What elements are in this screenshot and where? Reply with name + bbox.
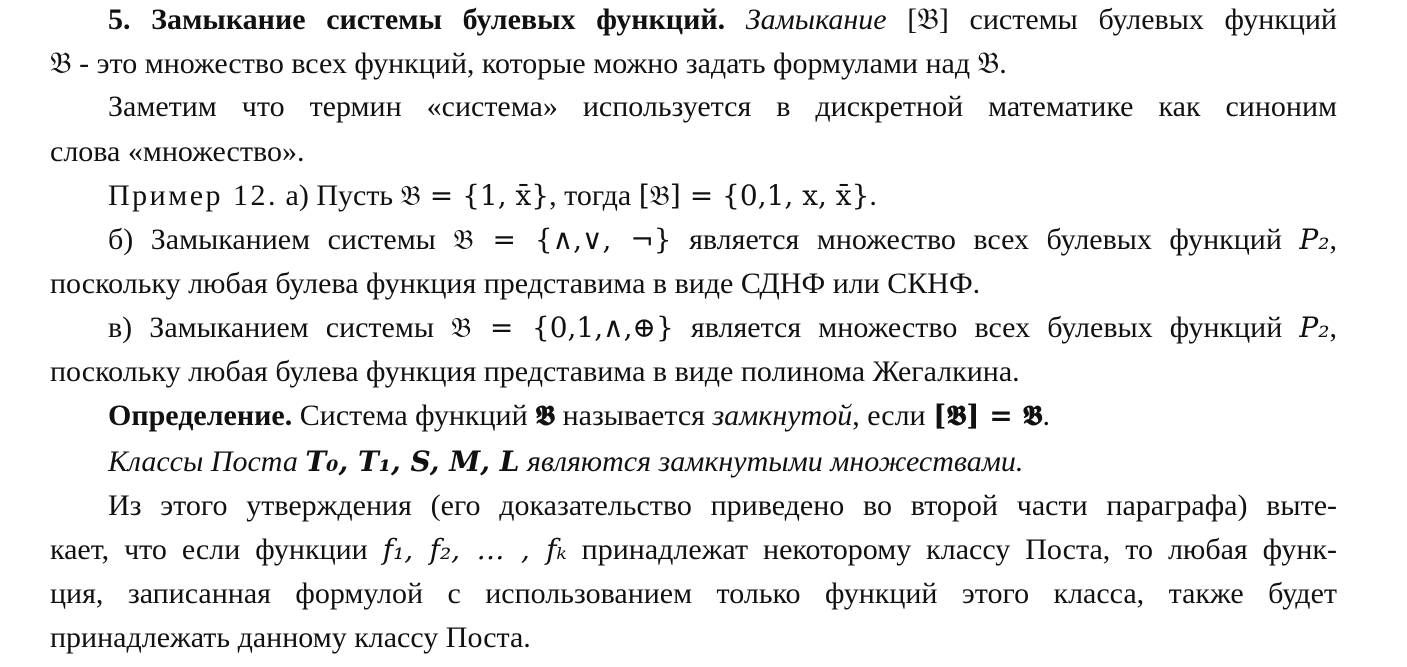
text-span: , bbox=[1329, 311, 1337, 344]
paragraph-line: слова «множество». bbox=[50, 135, 305, 168]
example-line bbox=[108, 178, 1337, 214]
text-span: а) Пусть bbox=[278, 179, 401, 212]
text-span: , bbox=[1329, 223, 1337, 256]
section-heading: 5. Замыкание системы булевых функций. bbox=[108, 3, 726, 36]
text-span: является множество всех булевых функций bbox=[673, 311, 1300, 344]
formula: [𝕭] = 𝕭 bbox=[933, 399, 1043, 432]
paragraph-line: поскольку любая булева функция представима в виде СДНФ или СКНФ. bbox=[50, 267, 981, 300]
text-span: . bbox=[869, 179, 877, 212]
text-span: называется bbox=[555, 399, 713, 432]
formula: T₀, T₁, S, M, L bbox=[305, 445, 520, 478]
text-span: б) Замыканием системы bbox=[108, 223, 454, 256]
text-span: является множество всех булевых функций bbox=[671, 223, 1300, 256]
text-span: [𝔅] системы булевых функций bbox=[886, 3, 1337, 36]
section-heading-line bbox=[108, 2, 1337, 38]
paragraph-line bbox=[50, 532, 1337, 568]
theorem-line bbox=[108, 444, 1337, 480]
text-span: . bbox=[1042, 399, 1050, 432]
paragraph-line bbox=[108, 310, 1337, 346]
formula: 𝔅 = {1, x̄} bbox=[400, 179, 550, 212]
formula: P₂ bbox=[1299, 311, 1330, 344]
formula: 𝔅 = {∧,∨, ¬} bbox=[453, 223, 672, 256]
text-span: , тогда bbox=[549, 179, 639, 212]
paragraph-line: Из этого утверждения (его доказательство приведено во второй части параграфа) выте- bbox=[108, 489, 1337, 522]
paragraph-line bbox=[108, 222, 1337, 258]
formula: 𝔅 = {0,1,∧,⊕} bbox=[451, 311, 674, 344]
term-closed: замкнутой bbox=[712, 399, 853, 432]
text-span: в) Замыканием системы bbox=[108, 311, 452, 344]
definition-line bbox=[108, 398, 1337, 434]
paragraph-line: принадлежать данному классу Поста. bbox=[50, 621, 531, 654]
text-span: Система функций bbox=[292, 399, 536, 432]
formula: f₁, f₂, … , fₖ bbox=[382, 533, 567, 566]
text-span: являются замкнутыми множествами. bbox=[519, 445, 1024, 478]
definition-label: Определение. bbox=[108, 399, 293, 432]
formula: 𝕭 bbox=[535, 399, 556, 432]
text-span: , если bbox=[852, 399, 934, 432]
paragraph-line: Заметим что термин «система» используется в дискретной математике как синоним bbox=[108, 90, 1337, 123]
text-span: кает, что если функции bbox=[50, 533, 383, 566]
formula: P₂ bbox=[1299, 223, 1330, 256]
text-span: принадлежат некоторому классу Поста, то любая функ- bbox=[566, 533, 1337, 566]
formula: [𝔅] = {0,1, x, x̄} bbox=[638, 179, 870, 212]
paragraph-line: 𝔅 - это множество всех функций, которые можно задать формулами над 𝔅. bbox=[50, 47, 1007, 80]
paragraph-line: ция, записанная формулой с использованием только функций этого класса, также будет bbox=[50, 577, 1337, 610]
text-span: Классы Поста bbox=[108, 445, 306, 478]
term-closure: Замыкание bbox=[725, 3, 887, 36]
example-label: Пример 12. bbox=[108, 179, 279, 212]
paragraph-line: поскольку любая булева функция представима в виде полинома Жегалкина. bbox=[50, 355, 1020, 388]
